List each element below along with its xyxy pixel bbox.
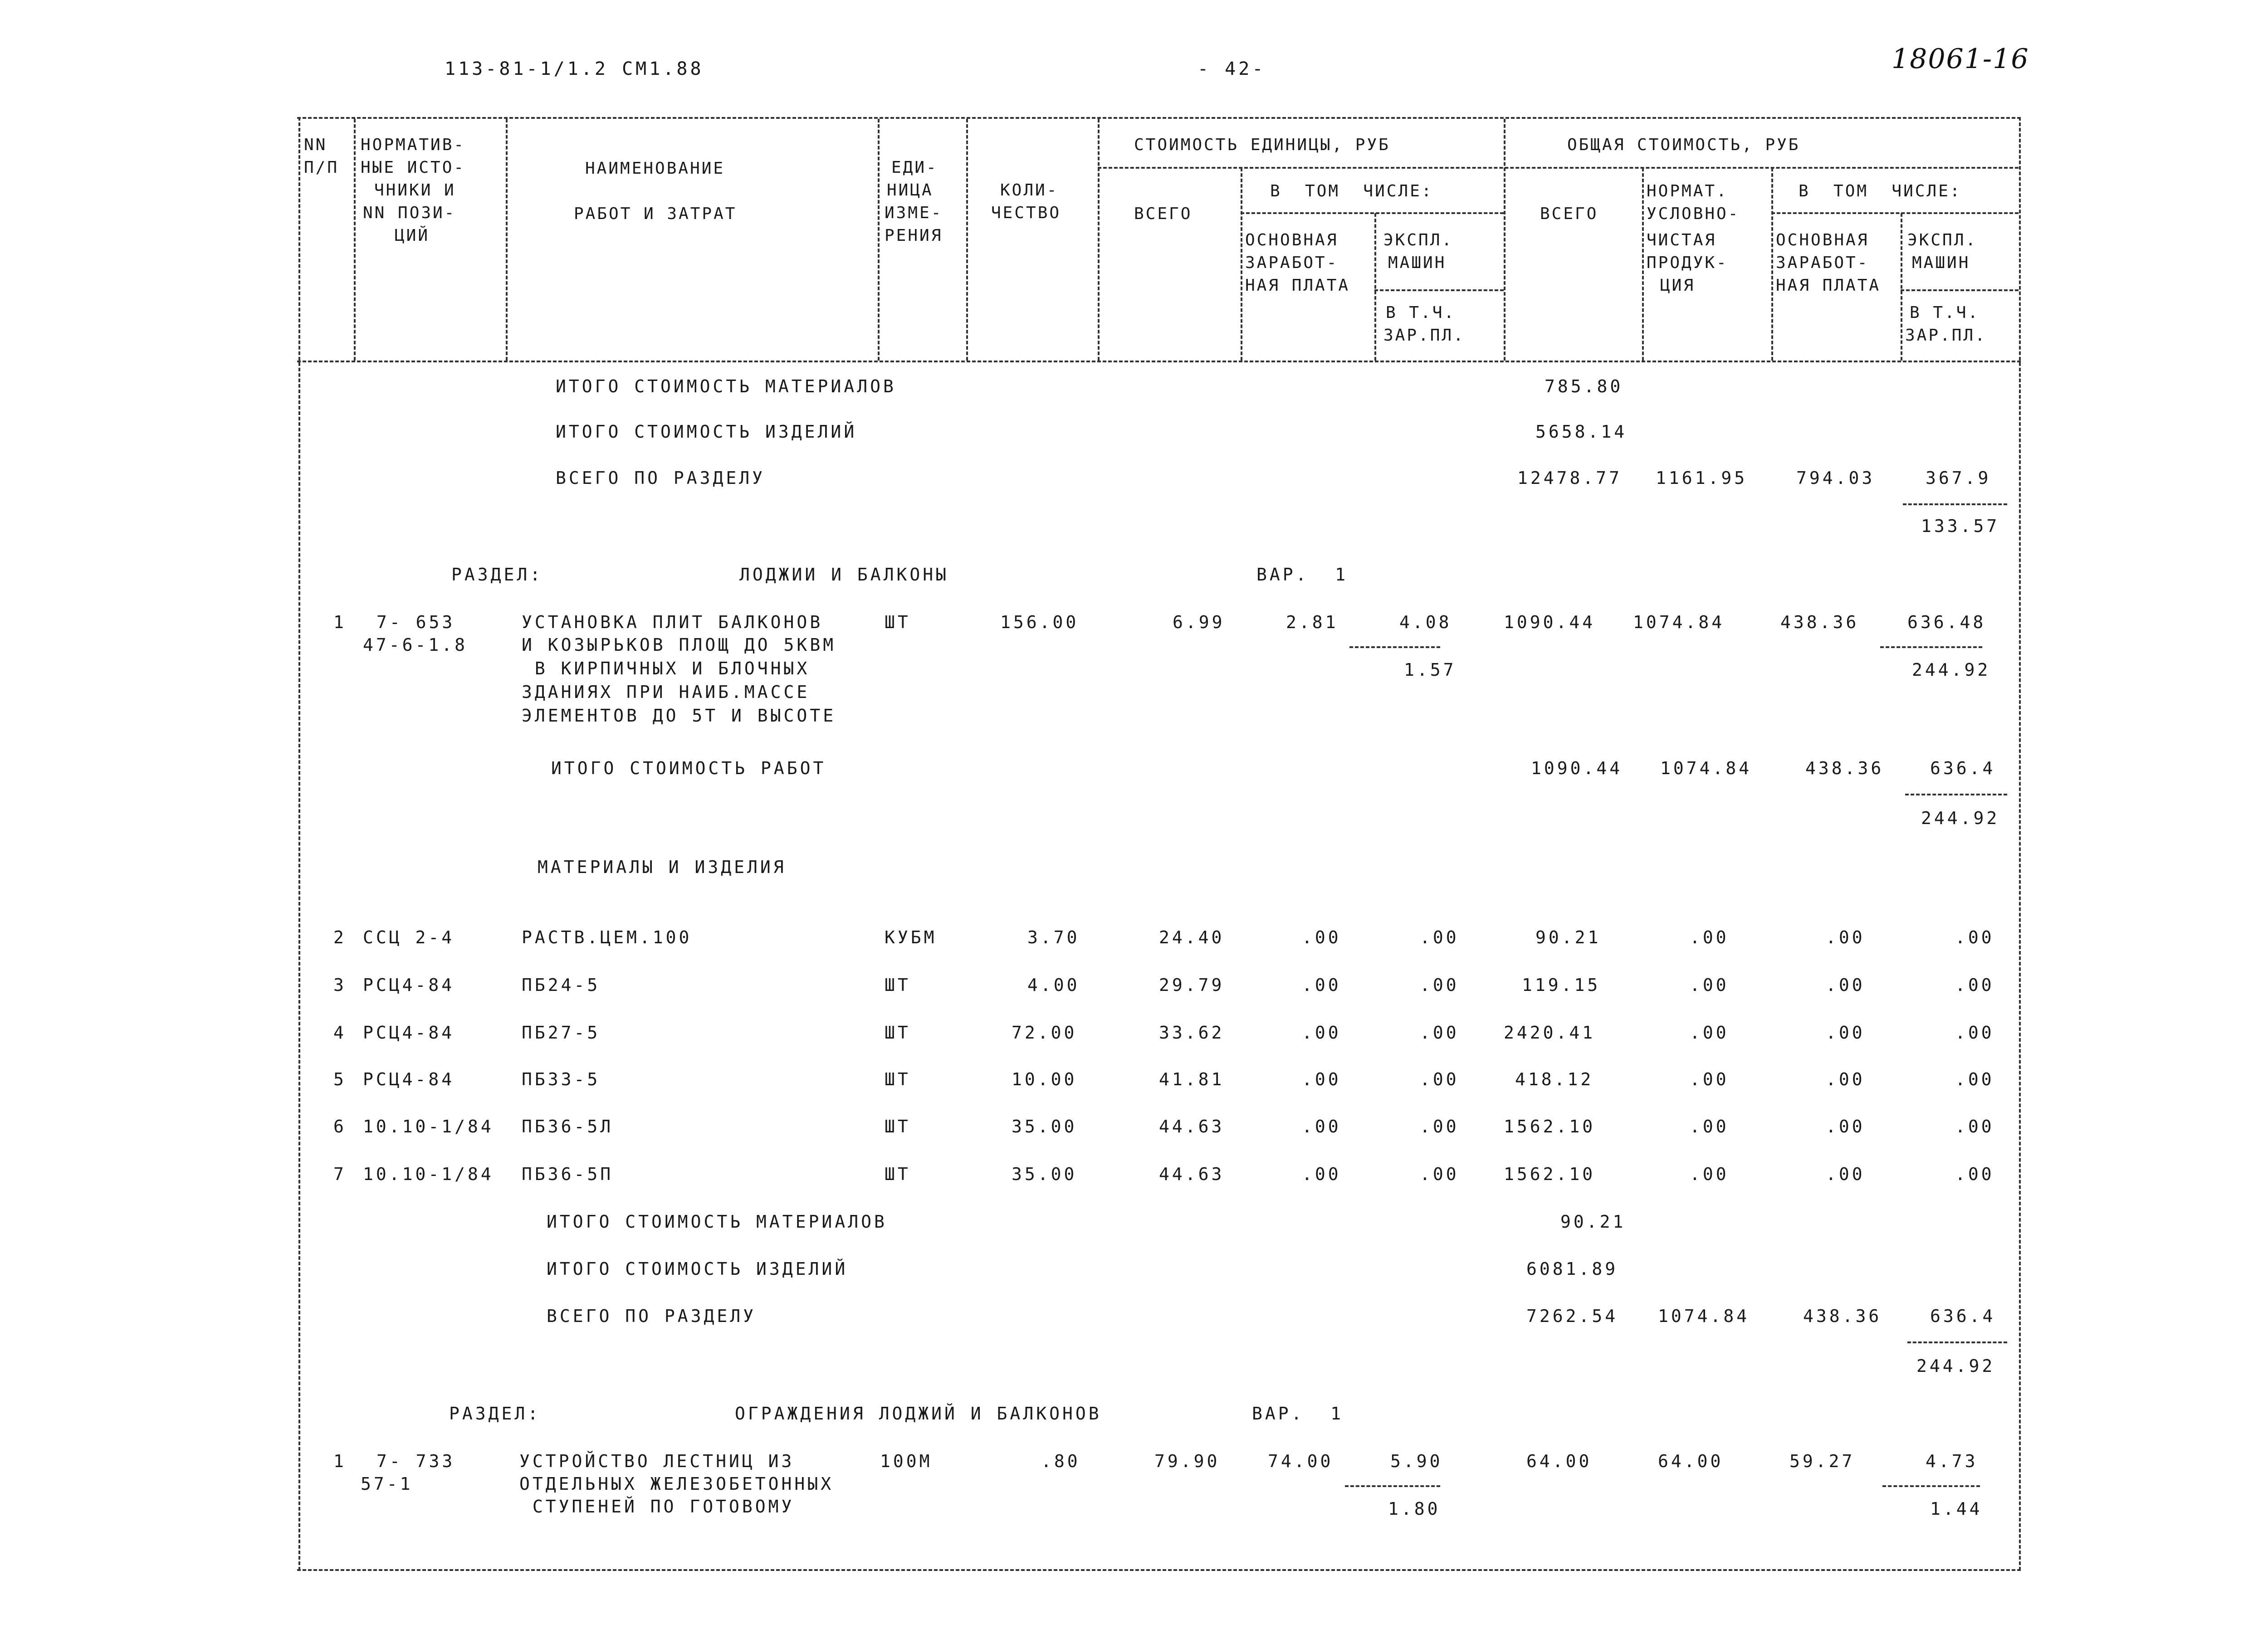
material-t-eksp: .00 xyxy=(1955,1164,1994,1184)
header-sub-separator xyxy=(1771,212,2019,214)
material-osn: .00 xyxy=(1302,1023,1341,1043)
material-code: 10.10-1/84 xyxy=(363,1117,494,1136)
subtotal-rule xyxy=(1880,646,1982,648)
material-no: 4 xyxy=(333,1023,347,1043)
material-price: 41.81 xyxy=(1159,1069,1225,1089)
item2-eksp: 4.73 xyxy=(1926,1451,1978,1471)
material-eksp: .00 xyxy=(1420,1164,1459,1184)
col-unit-2: НИЦА xyxy=(887,181,934,200)
section1-variant: ВАР. 1 xyxy=(1256,565,1349,585)
material-eksp: .00 xyxy=(1420,927,1459,947)
material-qty: 10.00 xyxy=(1012,1069,1077,1089)
item1-normat: 1074.84 xyxy=(1633,612,1725,632)
summary2-section-osn: 438.36 xyxy=(1803,1306,1882,1326)
material-unit: ШТ xyxy=(885,975,911,995)
section2-label: РАЗДЕЛ: xyxy=(449,1404,541,1424)
material-unit: ШТ xyxy=(885,1023,911,1043)
material-no: 3 xyxy=(333,975,347,995)
material-normat: .00 xyxy=(1690,1069,1729,1089)
material-qty: 35.00 xyxy=(1012,1164,1077,1184)
material-total: 2420.41 xyxy=(1504,1023,1596,1043)
subtotal-rule xyxy=(1905,794,2007,795)
item2-desc-3: СТУПЕНЕЙ ПО ГОТОВОМУ xyxy=(519,1497,795,1517)
handwritten-note: 18061-16 xyxy=(1892,43,2029,75)
item2-normat: 64.00 xyxy=(1658,1451,1724,1471)
summary2-products-label: ИТОГО СТОИМОСТЬ ИЗДЕЛИЙ xyxy=(547,1259,848,1279)
material-eksp: .00 xyxy=(1420,1023,1459,1043)
col-normative-5: ЦИЙ xyxy=(395,226,430,245)
material-normat: .00 xyxy=(1690,1023,1729,1043)
material-unit: ШТ xyxy=(885,1164,911,1184)
col-total-osn-1: ОСНОВНАЯ xyxy=(1776,231,1869,249)
doc-code: 113-81-1/1.2 СМ1.88 xyxy=(445,59,704,79)
material-t-osn: .00 xyxy=(1826,1069,1865,1089)
section1-title: ЛОДЖИИ И БАЛКОНЫ xyxy=(739,565,949,585)
col-normat-4: ПРОДУК- xyxy=(1647,254,1728,272)
col-qty-2: ЧЕСТВО xyxy=(991,204,1061,222)
material-eksp: .00 xyxy=(1420,1117,1459,1136)
col-divider xyxy=(1504,119,1505,361)
summary1-section-label: ВСЕГО ПО РАЗДЕЛУ xyxy=(556,468,766,488)
header-sub-separator xyxy=(1098,167,2019,169)
material-t-osn: .00 xyxy=(1826,975,1865,995)
col-unit-eksp-1: ЭКСПЛ. xyxy=(1383,231,1454,249)
material-unit: КУБМ xyxy=(885,927,937,947)
works-total-osn: 438.36 xyxy=(1805,758,1884,778)
works-total-zp: 244.92 xyxy=(1921,808,2000,828)
table-bottom-border xyxy=(297,1569,2021,1571)
table-header-separator xyxy=(297,361,2021,362)
item1-desc-3: В КИРПИЧНЫХ И БЛОЧНЫХ xyxy=(522,658,810,678)
material-code: РСЦ4-84 xyxy=(363,1023,455,1043)
page-number: - 42- xyxy=(1198,59,1266,79)
material-qty: 3.70 xyxy=(1027,927,1080,947)
material-qty: 35.00 xyxy=(1012,1117,1077,1136)
table-top-border xyxy=(297,117,2021,119)
material-name: ПБ33-5 xyxy=(522,1069,601,1089)
item2-osn: 59.27 xyxy=(1789,1451,1855,1471)
section1-label: РАЗДЕЛ: xyxy=(451,565,543,585)
summary1-section-osn: 794.03 xyxy=(1796,468,1875,488)
material-no: 7 xyxy=(333,1164,347,1184)
col-unit-cost: СТОИМОСТЬ ЕДИНИЦЫ, РУБ xyxy=(1134,136,1390,154)
header-sub-separator xyxy=(1901,289,2019,291)
header-sub-separator xyxy=(1241,212,1504,214)
material-t-osn: .00 xyxy=(1826,1164,1865,1184)
col-divider xyxy=(1771,168,1773,361)
item1-code2: 47-6-1.8 xyxy=(363,635,468,655)
works-total-eksp: 636.4 xyxy=(1930,758,1996,778)
material-total: 119.15 xyxy=(1522,975,1601,995)
col-unit-osn-3: НАЯ ПЛАТА xyxy=(1245,276,1350,295)
material-code: РСЦ4-84 xyxy=(363,975,455,995)
summary1-products-label: ИТОГО СТОИМОСТЬ ИЗДЕЛИЙ xyxy=(556,422,857,442)
col-unit-1: ЕДИ- xyxy=(891,158,938,177)
material-t-osn: .00 xyxy=(1826,1117,1865,1136)
item2-desc-1: УСТРОЙСТВО ЛЕСТНИЦ ИЗ xyxy=(519,1451,795,1471)
item2-desc-2: ОТДЕЛЬНЫХ ЖЕЛЕЗОБЕТОННЫХ xyxy=(519,1474,834,1494)
col-divider xyxy=(966,119,968,361)
item1-desc-2: И КОЗЫРЬКОВ ПЛОЩ ДО 5КВМ xyxy=(522,635,836,655)
summary2-section-zp: 244.92 xyxy=(1916,1356,1995,1376)
col-unit-4: РЕНИЯ xyxy=(885,226,943,245)
material-osn: .00 xyxy=(1302,1069,1341,1089)
summary1-products-total: 5658.14 xyxy=(1535,422,1628,442)
material-osn: .00 xyxy=(1302,975,1341,995)
material-eksp: .00 xyxy=(1420,975,1459,995)
col-normative-3: ЧНИКИ И xyxy=(374,181,456,200)
subtotal-rule xyxy=(1882,1485,1980,1487)
item1-eksp: 636.48 xyxy=(1907,612,1986,632)
item1-zp: 244.92 xyxy=(1912,660,1991,680)
material-t-eksp: .00 xyxy=(1955,975,1994,995)
col-total-eksp-2: МАШИН xyxy=(1912,254,1970,272)
col-pp: П/П xyxy=(304,158,339,177)
col-normative-2: НЫЕ ИСТО- xyxy=(361,158,466,177)
material-price: 24.40 xyxy=(1159,927,1225,947)
item1-osn: 438.36 xyxy=(1780,612,1859,632)
col-divider xyxy=(1901,213,1902,361)
item1-unit-zp: 1.57 xyxy=(1404,660,1457,680)
col-divider xyxy=(878,119,880,361)
col-unit-vtch-2: ЗАР.ПЛ. xyxy=(1383,326,1465,345)
material-price: 33.62 xyxy=(1159,1023,1225,1043)
item1-total: 1090.44 xyxy=(1504,612,1596,632)
item2-unit: 100М xyxy=(880,1451,933,1471)
col-normat-5: ЦИЯ xyxy=(1660,276,1696,295)
col-unit-vsego: ВСЕГО xyxy=(1134,205,1193,223)
col-normat-1: НОРМАТ. xyxy=(1647,182,1728,200)
subtotal-rule xyxy=(1903,503,2007,505)
material-price: 44.63 xyxy=(1159,1164,1225,1184)
item2-code1: 7- 733 xyxy=(376,1451,455,1471)
item1-desc-4: ЗДАНИЯХ ПРИ НАИБ.МАССЕ xyxy=(522,682,810,702)
item2-no: 1 xyxy=(333,1451,347,1471)
section2-title: ОГРАЖДЕНИЯ ЛОДЖИЙ И БАЛКОНОВ xyxy=(735,1404,1102,1424)
col-normative-1: НОРМАТИВ- xyxy=(361,136,466,154)
item1-desc-5: ЭЛЕМЕНТОВ ДО 5Т И ВЫСОТЕ xyxy=(522,706,836,726)
material-t-osn: .00 xyxy=(1826,1023,1865,1043)
table-left-border xyxy=(298,117,300,1571)
item1-qty: 156.00 xyxy=(1000,612,1079,632)
material-osn: .00 xyxy=(1302,1117,1341,1136)
summary2-materials-total: 90.21 xyxy=(1560,1212,1626,1232)
material-normat: .00 xyxy=(1690,975,1729,995)
section2-variant: ВАР. 1 xyxy=(1252,1404,1344,1424)
item2-unit-eksp: 5.90 xyxy=(1390,1451,1443,1471)
col-total-vtch-2: ЗАР.ПЛ. xyxy=(1905,326,1987,345)
col-qty-1: КОЛИ- xyxy=(1000,181,1059,200)
material-normat: .00 xyxy=(1690,1164,1729,1184)
item1-code1: 7- 653 xyxy=(376,612,455,632)
material-code: ССЦ 2-4 xyxy=(363,927,455,947)
summary1-section-eksp: 367.9 xyxy=(1926,468,1991,488)
col-unit-vtom: В ТОМ ЧИСЛЕ: xyxy=(1270,182,1433,200)
subtotal-rule xyxy=(1907,1341,2007,1343)
col-total-cost: ОБЩАЯ СТОИМОСТЬ, РУБ xyxy=(1567,136,1800,154)
col-divider xyxy=(1642,168,1644,361)
material-no: 2 xyxy=(333,927,347,947)
col-divider xyxy=(354,119,356,361)
material-code: РСЦ4-84 xyxy=(363,1069,455,1089)
material-name: ПБ36-5П xyxy=(522,1164,614,1184)
material-normat: .00 xyxy=(1690,1117,1729,1136)
subtotal-rule xyxy=(1345,1485,1440,1487)
works-total-label: ИТОГО СТОИМОСТЬ РАБОТ xyxy=(551,758,826,778)
col-normative-4: NN ПОЗИ- xyxy=(363,204,456,222)
col-name-2: РАБОТ И ЗАТРАТ xyxy=(574,205,737,223)
material-price: 44.63 xyxy=(1159,1117,1225,1136)
summary1-materials-label: ИТОГО СТОИМОСТЬ МАТЕРИАЛОВ xyxy=(556,376,896,396)
summary2-materials-label: ИТОГО СТОИМОСТЬ МАТЕРИАЛОВ xyxy=(547,1212,887,1232)
material-t-eksp: .00 xyxy=(1955,927,1994,947)
col-unit-osn-1: ОСНОВНАЯ xyxy=(1245,231,1339,249)
material-t-eksp: .00 xyxy=(1955,1023,1994,1043)
col-total-vtch-1: В Т.Ч. xyxy=(1910,303,1980,322)
col-divider xyxy=(1374,213,1376,361)
col-unit-vtch-1: В Т.Ч. xyxy=(1386,303,1456,322)
col-divider xyxy=(506,119,508,361)
material-no: 6 xyxy=(333,1117,347,1136)
summary2-section-label: ВСЕГО ПО РАЗДЕЛУ xyxy=(547,1306,757,1326)
works-total-total: 1090.44 xyxy=(1531,758,1623,778)
col-unit-eksp-2: МАШИН xyxy=(1388,254,1447,272)
col-divider xyxy=(1241,168,1242,361)
item2-unit-zp: 1.80 xyxy=(1388,1499,1441,1519)
table-right-border xyxy=(2019,117,2021,1571)
material-code: 10.10-1/84 xyxy=(363,1164,494,1184)
item2-qty: .80 xyxy=(1041,1451,1080,1471)
material-total: 90.21 xyxy=(1535,927,1601,947)
col-unit-osn-2: ЗАРАБОТ- xyxy=(1245,254,1339,272)
col-total-eksp-1: ЭКСПЛ. xyxy=(1907,231,1978,249)
material-total: 1562.10 xyxy=(1504,1117,1596,1136)
col-divider xyxy=(1098,119,1100,361)
item1-unit: ШТ xyxy=(885,612,911,632)
summary1-section-normat: 1161.95 xyxy=(1656,468,1748,488)
material-total: 418.12 xyxy=(1515,1069,1594,1089)
summary2-section-normat: 1074.84 xyxy=(1658,1306,1750,1326)
subtotal-rule xyxy=(1349,646,1440,648)
item2-zp: 1.44 xyxy=(1930,1499,1983,1519)
material-t-eksp: .00 xyxy=(1955,1117,1994,1136)
summary1-materials-total: 785.80 xyxy=(1545,376,1623,396)
col-total-osn-3: НАЯ ПЛАТА xyxy=(1776,276,1881,295)
material-name: ПБ24-5 xyxy=(522,975,601,995)
material-eksp: .00 xyxy=(1420,1069,1459,1089)
item1-unit-total: 6.99 xyxy=(1173,612,1225,632)
material-name: ПБ27-5 xyxy=(522,1023,601,1043)
material-normat: .00 xyxy=(1690,927,1729,947)
col-name-1: НАИМЕНОВАНИЕ xyxy=(585,159,725,178)
material-total: 1562.10 xyxy=(1504,1164,1596,1184)
col-total-vsego: ВСЕГО xyxy=(1540,205,1598,223)
item1-no: 1 xyxy=(333,612,347,632)
col-total-osn-2: ЗАРАБОТ- xyxy=(1776,254,1869,272)
item1-desc-1: УСТАНОВКА ПЛИТ БАЛКОНОВ xyxy=(522,612,823,632)
item2-unit-osn: 74.00 xyxy=(1268,1451,1334,1471)
header-sub-separator xyxy=(1374,289,1504,291)
works-total-normat: 1074.84 xyxy=(1660,758,1752,778)
item2-unit-total: 79.90 xyxy=(1154,1451,1220,1471)
material-t-osn: .00 xyxy=(1826,927,1865,947)
material-unit: ШТ xyxy=(885,1069,911,1089)
material-qty: 72.00 xyxy=(1012,1023,1077,1043)
material-qty: 4.00 xyxy=(1027,975,1080,995)
summary2-products-total: 6081.89 xyxy=(1526,1259,1618,1279)
material-no: 5 xyxy=(333,1069,347,1089)
col-unit-3: ИЗМЕ- xyxy=(885,204,943,222)
item1-unit-eksp: 4.08 xyxy=(1399,612,1452,632)
materials-heading: МАТЕРИАЛЫ И ИЗДЕЛИЯ xyxy=(538,857,787,877)
material-name: ПБ36-5Л xyxy=(522,1117,614,1136)
item1-unit-osn: 2.81 xyxy=(1286,612,1339,632)
material-osn: .00 xyxy=(1302,927,1341,947)
material-name: РАСТВ.ЦЕМ.100 xyxy=(522,927,692,947)
col-normat-3: ЧИСТАЯ xyxy=(1647,231,1717,249)
col-normat-2: УСЛОВНО- xyxy=(1647,205,1740,223)
summary1-section-zp: 133.57 xyxy=(1921,516,2000,536)
item2-code2: 57-1 xyxy=(361,1474,413,1494)
col-nn: NN xyxy=(304,136,327,154)
col-total-vtom: В ТОМ ЧИСЛЕ: xyxy=(1799,182,1962,200)
material-osn: .00 xyxy=(1302,1164,1341,1184)
material-unit: ШТ xyxy=(885,1117,911,1136)
summary2-section-total: 7262.54 xyxy=(1526,1306,1618,1326)
material-t-eksp: .00 xyxy=(1955,1069,1994,1089)
summary1-section-total: 12478.77 xyxy=(1517,468,1623,488)
summary2-section-eksp: 636.4 xyxy=(1930,1306,1996,1326)
item2-total: 64.00 xyxy=(1526,1451,1592,1471)
material-price: 29.79 xyxy=(1159,975,1225,995)
